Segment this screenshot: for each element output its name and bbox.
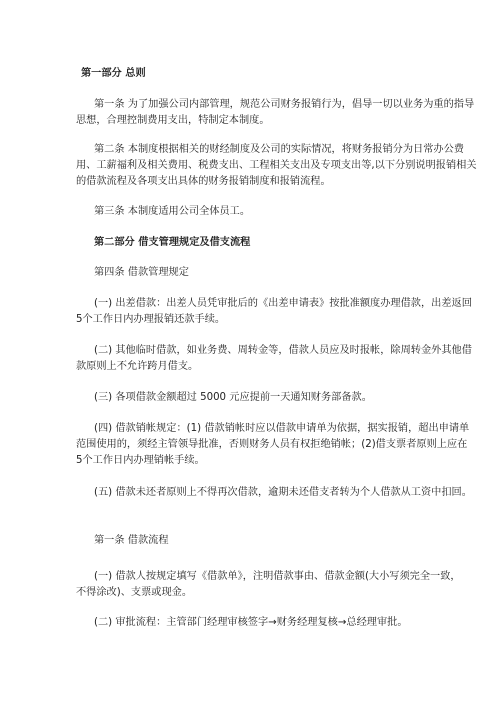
- item-1-line-1: (一) 出差借款：出差人员凭审批后的《出差申请表》按批准额度办理借款，出差返回: [94, 298, 472, 309]
- item-5: (五) 借款未还者原则上不得再次借款，逾期未还借支者转为个人借款从工资中扣回。: [94, 487, 472, 498]
- item-4-line-1: (四) 借款销帐规定：(1) 借款销帐时应以借款申请单为依据，据实报销，超出申请单: [94, 423, 470, 434]
- flow-step-1-line-2: 不得涂改)、支票或现金。: [76, 587, 193, 598]
- loan-flow-title: 第一条 借款流程: [94, 535, 169, 546]
- item-4-line-2: 范围使用的，须经主管领导批准，否则财务人员有权拒绝销帐；(2)借支票者原则上应在: [76, 439, 468, 450]
- item-3: (三) 各项借款金额超过 5000 元应提前一天通知财务部备款。: [94, 392, 372, 403]
- flow-step-1-line-1: (一) 借款人按规定填写《借款单》，注明借款事由、借款金额(大小写须完全一致，: [94, 571, 461, 582]
- section-heading-loans: 第二部分 借支管理规定及借支流程: [94, 237, 251, 248]
- flow-step-2: (二) 审批流程：主管部门经理审核签字→财务经理复核→总经理审批。: [94, 617, 408, 628]
- article-2-line-3: 的借款流程及各项支出具体的财务报销制度和报销流程。: [76, 176, 331, 187]
- section-heading-general: 第一部分 总则: [81, 68, 146, 79]
- article-1-line-2: 思想，合理控制费用支出，特制定本制度。: [76, 115, 270, 126]
- item-2-line-1: (二) 其他临时借款，如业务费、周转金等，借款人员应及时报帐，除周转金外其他借: [94, 345, 472, 356]
- article-2-line-1: 第二条 本制度根据相关的财经制度及公司的实际情况，将财务报销分为日常办公费: [94, 144, 464, 155]
- article-1-line-1: 第一条 为了加强公司内部管理，规范公司财务报销行为，倡导一切以业务为重的指导: [94, 99, 475, 110]
- item-2-line-2: 款原则上不允许跨月借支。: [76, 361, 199, 372]
- item-4-line-3: 5个工作日内办理销帐手续。: [76, 455, 205, 466]
- item-1-line-2: 5个工作日内办理报销还款手续。: [76, 314, 226, 325]
- article-4: 第四条 借款管理规定: [94, 267, 189, 278]
- article-3: 第三条 本制度适用公司全体员工。: [94, 206, 251, 217]
- article-2-line-2: 用、工薪福利及相关费用、税费支出、工程相关支出及专项支出等,以下分别说明报销相关: [76, 160, 477, 171]
